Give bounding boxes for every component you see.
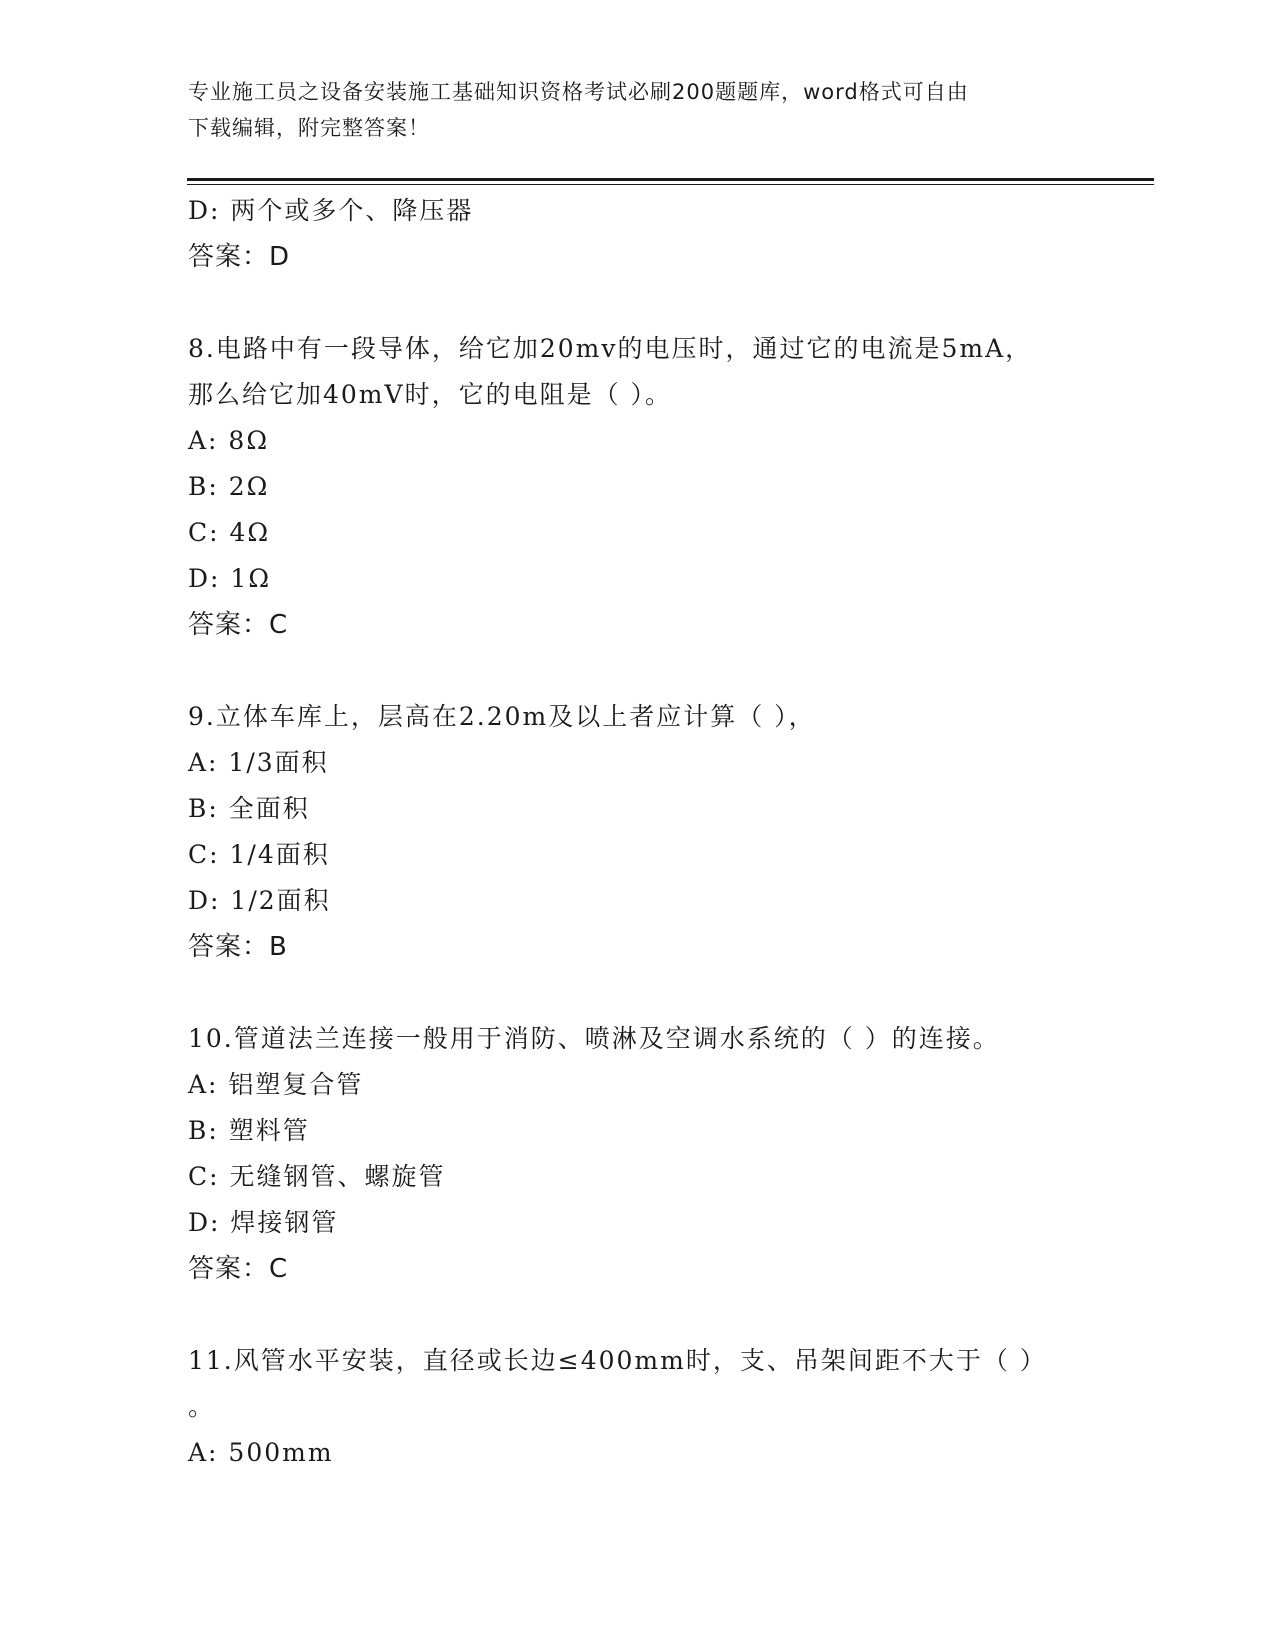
question-10 xyxy=(188,1016,1088,1292)
option-c: C: 4Ω xyxy=(188,518,271,547)
option-b: B: 塑料管 xyxy=(188,1116,310,1145)
question-stem: 11.风管水平安装，直径或长边≤400mm时，支、吊架间距不大于（ ） xyxy=(188,1346,1047,1375)
option-d: D: 1Ω xyxy=(188,564,272,593)
question-8 xyxy=(188,326,1088,648)
answer-label: 答案：C xyxy=(188,610,289,640)
question-stem: 9.立体车库上，层高在2.20m及以上者应计算（ ）， xyxy=(188,702,816,731)
answer-label: 答案：D xyxy=(188,242,291,272)
option-d: D: 1/2面积 xyxy=(188,886,331,915)
option-c: C: 无缝钢管、螺旋管 xyxy=(188,1162,446,1191)
question-stem: 8.电路中有一段导体，给它加20mv的电压时，通过它的电流是5mA， xyxy=(188,334,1033,363)
question-9 xyxy=(188,694,1088,970)
spacer xyxy=(188,970,1088,1016)
header-title-line-2: 下载编辑，附完整答案！ xyxy=(188,116,430,140)
question-stem-continued: 。 xyxy=(188,1392,216,1421)
header-divider-thick xyxy=(187,178,1154,181)
option-c: C: 1/4面积 xyxy=(188,840,330,869)
header-divider-thin xyxy=(187,184,1154,185)
document-header xyxy=(188,74,1088,146)
option-a: A: 铝塑复合管 xyxy=(188,1070,364,1099)
spacer xyxy=(188,280,1088,326)
question-stem-continued: 那么给它加40mV时，它的电阻是（ ）。 xyxy=(188,380,673,409)
option-a: A: 8Ω xyxy=(188,426,270,455)
header-title-line-1: 专业施工员之设备安装施工基础知识资格考试必刷200题题库，word格式可自由 xyxy=(188,80,969,104)
option-b: B: 全面积 xyxy=(188,794,310,823)
option-a: A: 500mm xyxy=(188,1438,334,1467)
option-d: D: 焊接钢管 xyxy=(188,1208,339,1237)
spacer xyxy=(188,1292,1088,1338)
answer-label: 答案：C xyxy=(188,1254,289,1284)
option-d: D: 两个或多个、降压器 xyxy=(188,196,474,225)
question-prev-block xyxy=(188,188,1088,280)
answer-label: 答案：B xyxy=(188,932,288,962)
question-list xyxy=(188,188,1088,1476)
question-stem: 10.管道法兰连接一般用于消防、喷淋及空调水系统的（ ）的连接。 xyxy=(188,1024,1000,1053)
question-11 xyxy=(188,1338,1088,1476)
spacer xyxy=(188,648,1088,694)
option-b: B: 2Ω xyxy=(188,472,270,501)
option-a: A: 1/3面积 xyxy=(188,748,329,777)
